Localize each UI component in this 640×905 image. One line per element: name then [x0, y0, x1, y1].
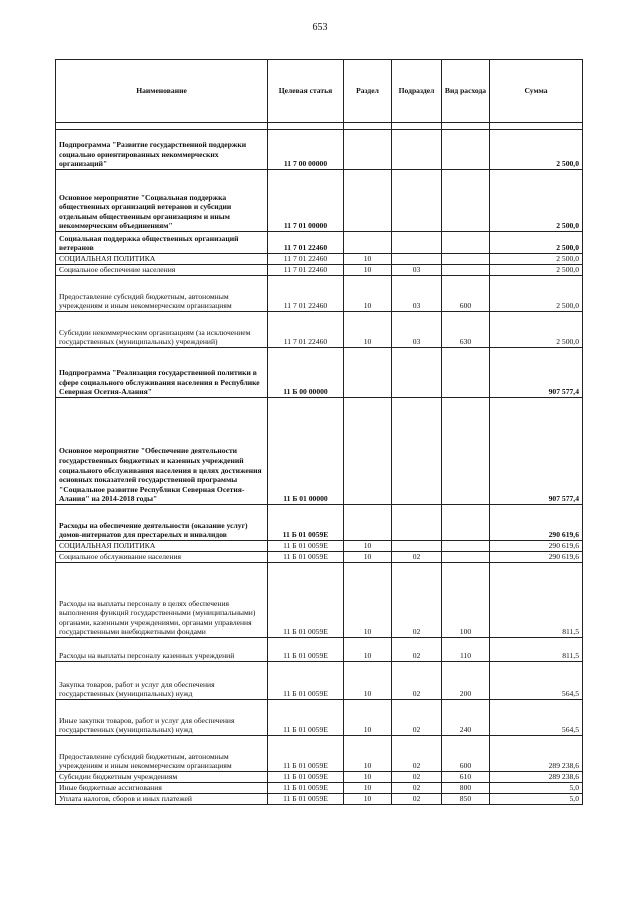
- header-section: Раздел: [344, 60, 392, 123]
- row-name: Иные бюджетные ассигнования: [56, 783, 268, 794]
- row-section: 10: [344, 312, 392, 348]
- row-name: Социальная поддержка общественных организаций ветеранов: [56, 232, 268, 254]
- row-name: Уплата налогов, сборов и иных платежей: [56, 794, 268, 805]
- row-sum: 2 500,0: [490, 276, 583, 312]
- row-expense-type: 110: [442, 638, 490, 662]
- row-sum: 2 500,0: [490, 312, 583, 348]
- row-sum: 2 500,0: [490, 170, 583, 232]
- table-row: [56, 736, 583, 772]
- row-target-code: 11 Б 01 0059Е: [268, 505, 344, 541]
- row-name: Социальное обеспечение населения: [56, 265, 268, 276]
- row-target-code: 11 7 00 00000: [268, 130, 344, 170]
- row-expense-type: 100: [442, 563, 490, 638]
- row-section: [344, 232, 392, 254]
- table-row: [56, 662, 583, 700]
- row-subsection: 02: [392, 783, 442, 794]
- row-name: Расходы на выплаты персоналу в целях обеспечения выполнения функций государственными (муниципальными) органами, казенными учреждениями, органами управления государственными внебюджетными фондами: [56, 563, 268, 638]
- row-name: СОЦИАЛЬНАЯ ПОЛИТИКА: [56, 541, 268, 552]
- row-section: 10: [344, 265, 392, 276]
- row-target-code: 11 Б 01 0059Е: [268, 794, 344, 805]
- row-target-code: 11 Б 00 00000: [268, 348, 344, 398]
- table-row: [56, 772, 583, 783]
- row-section: 10: [344, 552, 392, 563]
- row-target-code: 11 Б 01 0059Е: [268, 541, 344, 552]
- row-name: Предоставление субсидий бюджетным, автономным учреждениям и иным некоммерческим организациям: [56, 736, 268, 772]
- row-target-code: 11 Б 01 0059Е: [268, 563, 344, 638]
- table-row: [56, 348, 583, 398]
- table-header-row: [56, 60, 583, 123]
- row-subsection: 02: [392, 736, 442, 772]
- row-section: 10: [344, 541, 392, 552]
- row-name: Расходы на выплаты персоналу казенных учреждений: [56, 638, 268, 662]
- table-row: [56, 563, 583, 638]
- row-target-code: 11 7 01 22460: [268, 254, 344, 265]
- row-subsection: [392, 130, 442, 170]
- row-name: Основное мероприятие "Социальная поддержка общественных организаций ветеранов и субсидии отдельным общественным организациям и иным некоммерческим объединениям": [56, 170, 268, 232]
- row-target-code: 11 7 01 22460: [268, 265, 344, 276]
- row-expense-type: [442, 552, 490, 563]
- row-expense-type: 240: [442, 700, 490, 736]
- row-expense-type: [442, 541, 490, 552]
- row-section: 10: [344, 276, 392, 312]
- row-subsection: 02: [392, 638, 442, 662]
- row-section: 10: [344, 563, 392, 638]
- row-expense-type: [442, 254, 490, 265]
- row-target-code: 11 Б 01 0059Е: [268, 662, 344, 700]
- header-name: Наименование: [56, 60, 268, 123]
- table-row: [56, 130, 583, 170]
- row-expense-type: 800: [442, 783, 490, 794]
- row-section: 10: [344, 254, 392, 265]
- row-subsection: 03: [392, 265, 442, 276]
- row-name: Подпрограмма "Реализация государственной политики в сфере социального обслуживания населения в Республике Северная Осетия-Алания": [56, 348, 268, 398]
- row-name: Социальное обслуживание населения: [56, 552, 268, 563]
- row-sum: 289 238,6: [490, 736, 583, 772]
- row-target-code: 11 Б 01 0059Е: [268, 638, 344, 662]
- row-subsection: 03: [392, 276, 442, 312]
- table-row: [56, 398, 583, 505]
- row-section: 10: [344, 736, 392, 772]
- row-subsection: [392, 541, 442, 552]
- row-section: 10: [344, 662, 392, 700]
- header-expense-type: Вид расхода: [442, 60, 490, 123]
- row-subsection: [392, 348, 442, 398]
- table-row: [56, 276, 583, 312]
- row-expense-type: 630: [442, 312, 490, 348]
- row-expense-type: 600: [442, 736, 490, 772]
- row-expense-type: 850: [442, 794, 490, 805]
- row-sum: 5,0: [490, 794, 583, 805]
- table-row: [56, 552, 583, 563]
- table-row: [56, 312, 583, 348]
- row-subsection: [392, 398, 442, 505]
- row-sum: 907 577,4: [490, 348, 583, 398]
- row-subsection: 02: [392, 552, 442, 563]
- row-subsection: [392, 254, 442, 265]
- row-sum: 564,5: [490, 662, 583, 700]
- row-name: Расходы на обеспечение деятельности (оказание услуг) домов-интернатов для престарелых и инвалидов: [56, 505, 268, 541]
- row-expense-type: [442, 348, 490, 398]
- row-subsection: 02: [392, 662, 442, 700]
- row-expense-type: 600: [442, 276, 490, 312]
- row-section: 10: [344, 772, 392, 783]
- row-target-code: 11 Б 01 00000: [268, 398, 344, 505]
- row-subsection: 02: [392, 794, 442, 805]
- row-name: Подпрограмма "Развитие государственной поддержки социально ориентированных некоммерческих организаций": [56, 130, 268, 170]
- row-section: 10: [344, 783, 392, 794]
- row-subsection: [392, 232, 442, 254]
- row-expense-type: 200: [442, 662, 490, 700]
- row-target-code: 11 Б 01 0059Е: [268, 772, 344, 783]
- row-sum: 2 500,0: [490, 265, 583, 276]
- table-row: [56, 541, 583, 552]
- table-row: [56, 794, 583, 805]
- row-target-code: 11 Б 01 0059Е: [268, 552, 344, 563]
- row-sum: 5,0: [490, 783, 583, 794]
- table-row: [56, 170, 583, 232]
- row-expense-type: [442, 232, 490, 254]
- row-section: 10: [344, 794, 392, 805]
- row-expense-type: [442, 398, 490, 505]
- header-sum: Сумма: [490, 60, 583, 123]
- row-sum: 811,5: [490, 563, 583, 638]
- row-expense-type: [442, 130, 490, 170]
- row-section: [344, 130, 392, 170]
- row-name: Субсидии бюджетным учреждениям: [56, 772, 268, 783]
- row-expense-type: [442, 265, 490, 276]
- row-subsection: 02: [392, 563, 442, 638]
- row-sum: 290 619,6: [490, 552, 583, 563]
- table-row: [56, 783, 583, 794]
- row-subsection: [392, 505, 442, 541]
- row-section: [344, 348, 392, 398]
- row-sum: 907 577,4: [490, 398, 583, 505]
- row-target-code: 11 Б 01 0059Е: [268, 783, 344, 794]
- row-subsection: 03: [392, 312, 442, 348]
- row-subsection: [392, 170, 442, 232]
- row-section: [344, 170, 392, 232]
- row-sum: 2 500,0: [490, 254, 583, 265]
- table-row: [56, 232, 583, 254]
- row-sum: 289 238,6: [490, 772, 583, 783]
- header-target-code: Целевая статья: [268, 60, 344, 123]
- row-target-code: 11 7 01 22460: [268, 232, 344, 254]
- page-number: 653: [312, 22, 328, 33]
- row-sum: 811,5: [490, 638, 583, 662]
- row-name: Субсидии некоммерческим организациям (за исключением государственных (муниципальных) учреждений): [56, 312, 268, 348]
- row-sum: 290 619,6: [490, 505, 583, 541]
- row-section: 10: [344, 700, 392, 736]
- row-section: 10: [344, 638, 392, 662]
- row-subsection: 02: [392, 700, 442, 736]
- row-sum: 2 500,0: [490, 232, 583, 254]
- row-section: [344, 505, 392, 541]
- row-sum: 290 619,6: [490, 541, 583, 552]
- row-name: СОЦИАЛЬНАЯ ПОЛИТИКА: [56, 254, 268, 265]
- spacer-row: [56, 123, 583, 130]
- row-name: Иные закупки товаров, работ и услуг для обеспечения государственных (муниципальных) нужд: [56, 700, 268, 736]
- table-row: [56, 265, 583, 276]
- table-row: [56, 638, 583, 662]
- row-expense-type: 610: [442, 772, 490, 783]
- row-sum: 2 500,0: [490, 130, 583, 170]
- row-target-code: 11 7 01 22460: [268, 312, 344, 348]
- budget-table: [55, 59, 583, 805]
- row-subsection: 02: [392, 772, 442, 783]
- row-sum: 564,5: [490, 700, 583, 736]
- row-name: Предоставление субсидий бюджетным, автономным учреждениям и иным некоммерческим организациям: [56, 276, 268, 312]
- row-target-code: 11 7 01 00000: [268, 170, 344, 232]
- table-row: [56, 700, 583, 736]
- row-section: [344, 398, 392, 505]
- table-row: [56, 505, 583, 541]
- table-row: [56, 254, 583, 265]
- header-subsection: Подраздел: [392, 60, 442, 123]
- row-expense-type: [442, 170, 490, 232]
- row-target-code: 11 7 01 22460: [268, 276, 344, 312]
- row-target-code: 11 Б 01 0059Е: [268, 736, 344, 772]
- row-name: Основное мероприятие "Обеспечение деятельности государственных бюджетных и казенных учреждений социального обслуживания населения в целях достижения основных показателей государственной программы "Социальное развитие Республики Северная Осетия-Алания" на 2014-2018 годы": [56, 398, 268, 505]
- row-target-code: 11 Б 01 0059Е: [268, 700, 344, 736]
- row-expense-type: [442, 505, 490, 541]
- row-name: Закупка товаров, работ и услуг для обеспечения государственных (муниципальных) нужд: [56, 662, 268, 700]
